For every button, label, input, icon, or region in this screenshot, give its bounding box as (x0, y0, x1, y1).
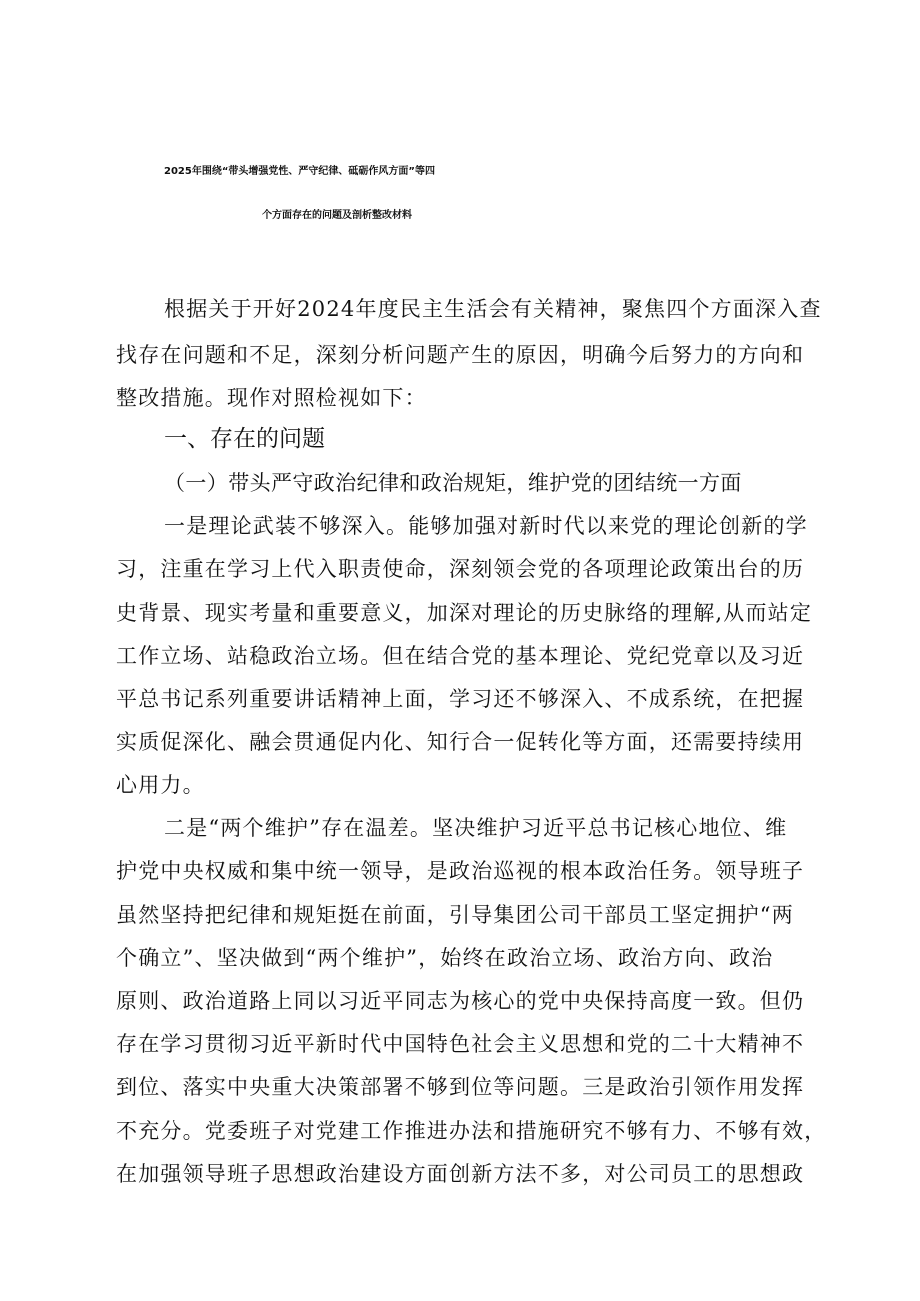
paragraph-line: 一是理论武装不够深入。能够加强对新时代以来党的理论创新的学 (164, 514, 808, 538)
paragraph-line: 原则、政治道路上同以习近平同志为核心的党中央保持高度一致。但仍 (116, 989, 805, 1013)
paragraph-line: 平总书记系列重要讲话精神上面，学习还不够深入、不成系统，在把握 (116, 687, 805, 711)
paragraph-line: 实质促深化、融会贯通促内化、知行合一促转化等方面，还需要持续用 (116, 730, 805, 754)
document-title-line-1: 2025年围绕“带头增强党性、严守纪律、砥砺作风方面”等四 (164, 166, 435, 177)
paragraph-line: 心用力。 (116, 773, 205, 797)
paragraph-line: 二是“两个维护”存在温差。坚决维护习近平总书记核心地位、维 (164, 816, 788, 840)
document-title-line-2: 个方面存在的问题及剖析整改材料 (262, 210, 412, 221)
paragraph-line: 史背景、现实考量和重要意义，加深对理论的历史脉络的理解,从而站定 (116, 601, 813, 625)
paragraph-line: 存在学习贯彻习近平新时代中国特色社会主义思想和党的二十大精神不 (116, 1032, 805, 1056)
paragraph-line: 到位、落实中央重大决策部署不够到位等问题。三是政治引领作用发挥 (116, 1075, 805, 1099)
paragraph-line: 虽然坚持把纪律和规矩挺在前面，引导集团公司干部员工坚定拥护“两 (116, 903, 794, 927)
intro-line: 根据关于开好2024年度民主生活会有关精神，聚焦四个方面深入查 (164, 297, 822, 321)
intro-line: 找存在问题和不足，深刻分析问题产生的原因，明确今后努力的方向和 (116, 343, 805, 367)
paragraph-line: 习，注重在学习上代入职责使命，深刻领会党的各项理论政策出台的历 (116, 557, 805, 581)
paragraph-line: 护党中央权威和集中统一领导，是政治巡视的根本政治任务。领导班子 (116, 859, 805, 883)
section-heading: 一、存在的问题 (164, 426, 325, 452)
intro-line: 整改措施。现作对照检视如下： (116, 386, 427, 410)
paragraph-line: 个确立”、坚决做到“两个维护”，始终在政治立场、政治方向、政治 (116, 946, 774, 970)
paragraph-line: 不充分。党委班子对党建工作推进办法和措施研究不够有力、不够有效， (116, 1119, 827, 1143)
paragraph-line: 在加强领导班子思想政治建设方面创新方法不多，对公司员工的思想政 (116, 1162, 805, 1186)
section-subheading: （一）带头严守政治纪律和政治规矩，维护党的团结统一方面 (164, 471, 742, 495)
paragraph-line: 工作立场、站稳政治立场。但在结合党的基本理论、党纪党章以及习近 (116, 644, 805, 668)
